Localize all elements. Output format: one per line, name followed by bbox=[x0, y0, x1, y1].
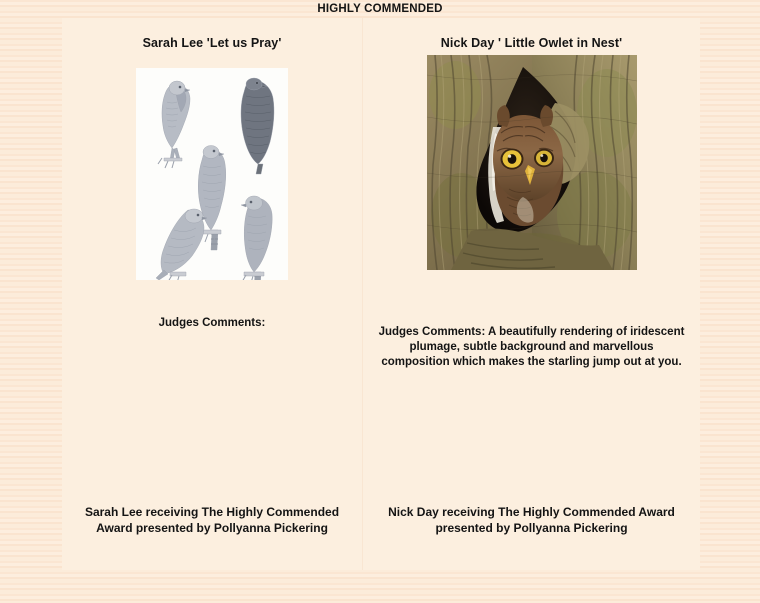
award-banner bbox=[0, 0, 760, 18]
artwork-wrap-left bbox=[62, 50, 362, 280]
judges-comments-left: Judges Comments: bbox=[158, 317, 266, 329]
entry-title-left: Sarah Lee 'Let us Pray' bbox=[142, 36, 282, 50]
content-panel bbox=[62, 18, 700, 570]
judges-comments-right: Judges Comments: A beautifully rendering of iridescent plumage, subtle background and marvellous composition which makes the starling jump out at you. bbox=[378, 326, 685, 368]
award-caption-left: Sarah Lee receiving The Highly Commended Award presented by Pollyanna Pickering bbox=[84, 505, 340, 535]
page-title: HIGHLY COMMENDED bbox=[317, 3, 443, 15]
owlet-in-tree-hollow-icon bbox=[427, 55, 637, 270]
birds-of-prey-sketch-icon bbox=[136, 68, 288, 280]
entry-column-right bbox=[362, 18, 700, 570]
artwork-sketch-birds-of-prey bbox=[136, 68, 288, 280]
entry-title-right: Nick Day ' Little Owlet in Nest' bbox=[440, 36, 623, 50]
owl-eye-left bbox=[500, 149, 523, 170]
owl-eye-right bbox=[534, 149, 554, 167]
entries-columns bbox=[62, 18, 700, 570]
award-caption-right: Nick Day receiving The Highly Commended Award presented by Pollyanna Pickering bbox=[388, 505, 675, 535]
artwork-photo-owlet-in-nest bbox=[427, 55, 637, 270]
artwork-wrap-right bbox=[363, 50, 700, 270]
entry-column-left bbox=[62, 18, 362, 570]
